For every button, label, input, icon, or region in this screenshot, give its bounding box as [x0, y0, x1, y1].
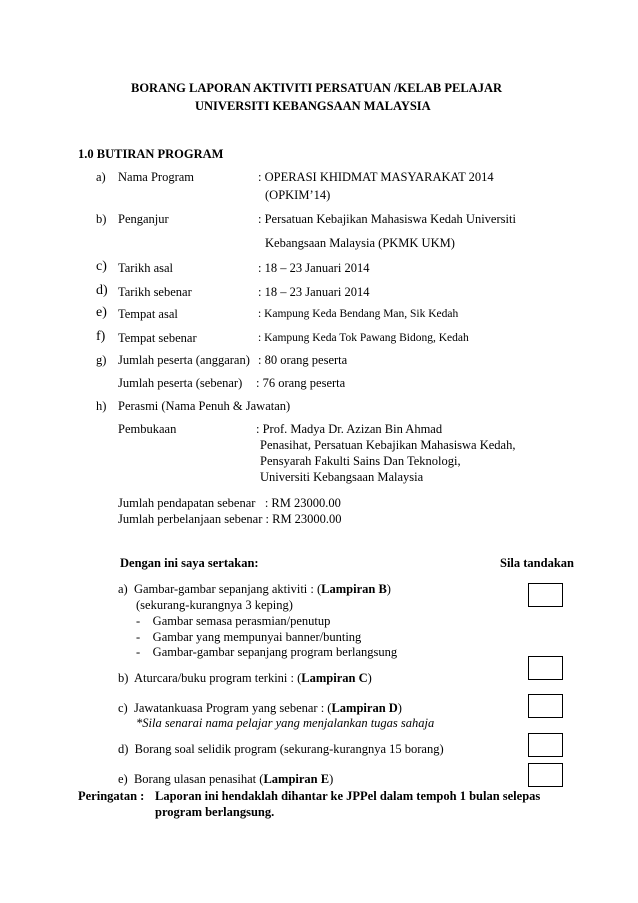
- row-label: Jumlah peserta (anggaran): [118, 353, 250, 367]
- row-letter: g): [96, 353, 107, 367]
- row-value: : 80 orang peserta: [258, 353, 348, 367]
- row-value-cont: (OPKIM’14): [265, 188, 331, 202]
- item-end: ): [329, 772, 334, 786]
- warning-label: Peringatan :: [78, 789, 145, 803]
- row-letter: f): [96, 329, 106, 344]
- perasmi-name: : Prof. Madya Dr. Azizan Bin Ahmad: [256, 422, 443, 436]
- decl-item-a: [118, 582, 391, 597]
- row-value: : 76 orang peserta: [256, 376, 346, 390]
- row-label: Perasmi (Nama Penuh & Jawatan): [118, 399, 291, 413]
- row-value: : Persatuan Kebajikan Mahasiswa Kedah Universiti: [258, 212, 516, 226]
- row-value: : Kampung Keda Bendang Man, Sik Kedah: [258, 308, 459, 320]
- bullet-item: - Gambar yang mempunyai banner/bunting: [136, 630, 362, 644]
- perasmi-line: Universiti Kebangsaan Malaysia: [260, 470, 424, 484]
- decl-item-c: [118, 701, 402, 716]
- row-label: Tarikh sebenar: [118, 285, 192, 299]
- row-letter: e): [96, 305, 107, 320]
- row-label: Jumlah peserta (sebenar): [118, 376, 243, 390]
- decl-item-e: [118, 772, 333, 787]
- item-letter: a): [118, 582, 128, 596]
- warning-line2: program berlangsung.: [155, 805, 275, 819]
- row-letter: c): [96, 259, 107, 274]
- row-label: Tempat asal: [118, 307, 178, 321]
- item-end: ): [386, 582, 391, 596]
- form-title-line1: BORANG LAPORAN AKTIVITI PERSATUAN /KELAB PELAJAR: [131, 81, 502, 95]
- row-label: Penganjur: [118, 212, 169, 226]
- row-value: : OPERASI KHIDMAT MASYARAKAT 2014: [258, 170, 494, 184]
- item-letter: c): [118, 701, 128, 715]
- bullet-item: - Gambar semasa perasmian/penutup: [136, 614, 331, 628]
- row-label: Tempat sebenar: [118, 331, 197, 345]
- row-label: Tarikh asal: [118, 261, 174, 275]
- decl-item-d: [118, 742, 444, 757]
- jumlah-perbelanjaan: Jumlah perbelanjaan sebenar : RM 23000.00: [118, 512, 342, 526]
- checkbox-lampiran-c[interactable]: [528, 656, 563, 680]
- declaration-heading: Dengan ini saya sertakan:: [120, 556, 259, 570]
- pembukaan-label: Pembukaan: [118, 422, 177, 436]
- decl-item-b: [118, 671, 372, 686]
- item-text: Borang soal selidik program (sekurang-kurangnya 15 borang): [134, 742, 444, 756]
- item-note: *Sila senarai nama pelajar yang menjalankan tugas sahaja: [136, 716, 435, 730]
- item-sub: (sekurang-kurangnya 3 keping): [136, 598, 293, 612]
- item-text: Jawatankuasa Program yang sebenar : (: [133, 701, 332, 715]
- checkbox-lampiran-b[interactable]: [528, 583, 563, 607]
- tick-heading: Sila tandakan: [500, 556, 574, 570]
- section-title: 1.0 BUTIRAN PROGRAM: [78, 147, 224, 161]
- checkbox-soal-selidik[interactable]: [528, 733, 563, 757]
- jumlah-pendapatan: Jumlah pendapatan sebenar : RM 23000.00: [118, 496, 341, 510]
- row-value: : Kampung Keda Tok Pawang Bidong, Kedah: [258, 332, 469, 344]
- row-value-cont: Kebangsaan Malaysia (PKMK UKM): [265, 236, 455, 250]
- item-lampiran: Lampiran D: [331, 701, 398, 715]
- row-value: : 18 – 23 Januari 2014: [258, 285, 370, 299]
- item-text: Borang ulasan penasihat (: [133, 772, 264, 786]
- item-end: ): [367, 671, 372, 685]
- row-letter: h): [96, 399, 107, 413]
- item-lampiran: Lampiran C: [301, 671, 368, 685]
- row-letter: d): [96, 283, 108, 298]
- item-lampiran: Lampiran B: [321, 582, 387, 596]
- checkbox-lampiran-e[interactable]: [528, 763, 563, 787]
- warning-line1: Laporan ini hendaklah dihantar ke JPPel dalam tempoh 1 bulan selepas: [155, 789, 541, 803]
- row-label: Nama Program: [118, 170, 195, 184]
- item-lampiran: Lampiran E: [263, 772, 330, 786]
- item-letter: b): [118, 671, 129, 685]
- item-end: ): [397, 701, 402, 715]
- row-letter: b): [96, 212, 107, 226]
- bullet-item: - Gambar-gambar sepanjang program berlangsung: [136, 645, 398, 659]
- checkbox-lampiran-d[interactable]: [528, 694, 563, 718]
- row-value: : 18 – 23 Januari 2014: [258, 261, 370, 275]
- row-letter: a): [96, 170, 106, 184]
- perasmi-line: Penasihat, Persatuan Kebajikan Mahasiswa Kedah,: [260, 438, 516, 452]
- item-text: Aturcara/buku program terkini : (: [133, 671, 302, 685]
- item-text: Gambar-gambar sepanjang aktiviti : (: [133, 582, 322, 596]
- item-letter: e): [118, 772, 128, 786]
- perasmi-line: Pensyarah Fakulti Sains Dan Teknologi,: [260, 454, 461, 468]
- item-letter: d): [118, 742, 129, 756]
- form-title-line2: UNIVERSITI KEBANGSAAN MALAYSIA: [195, 99, 431, 113]
